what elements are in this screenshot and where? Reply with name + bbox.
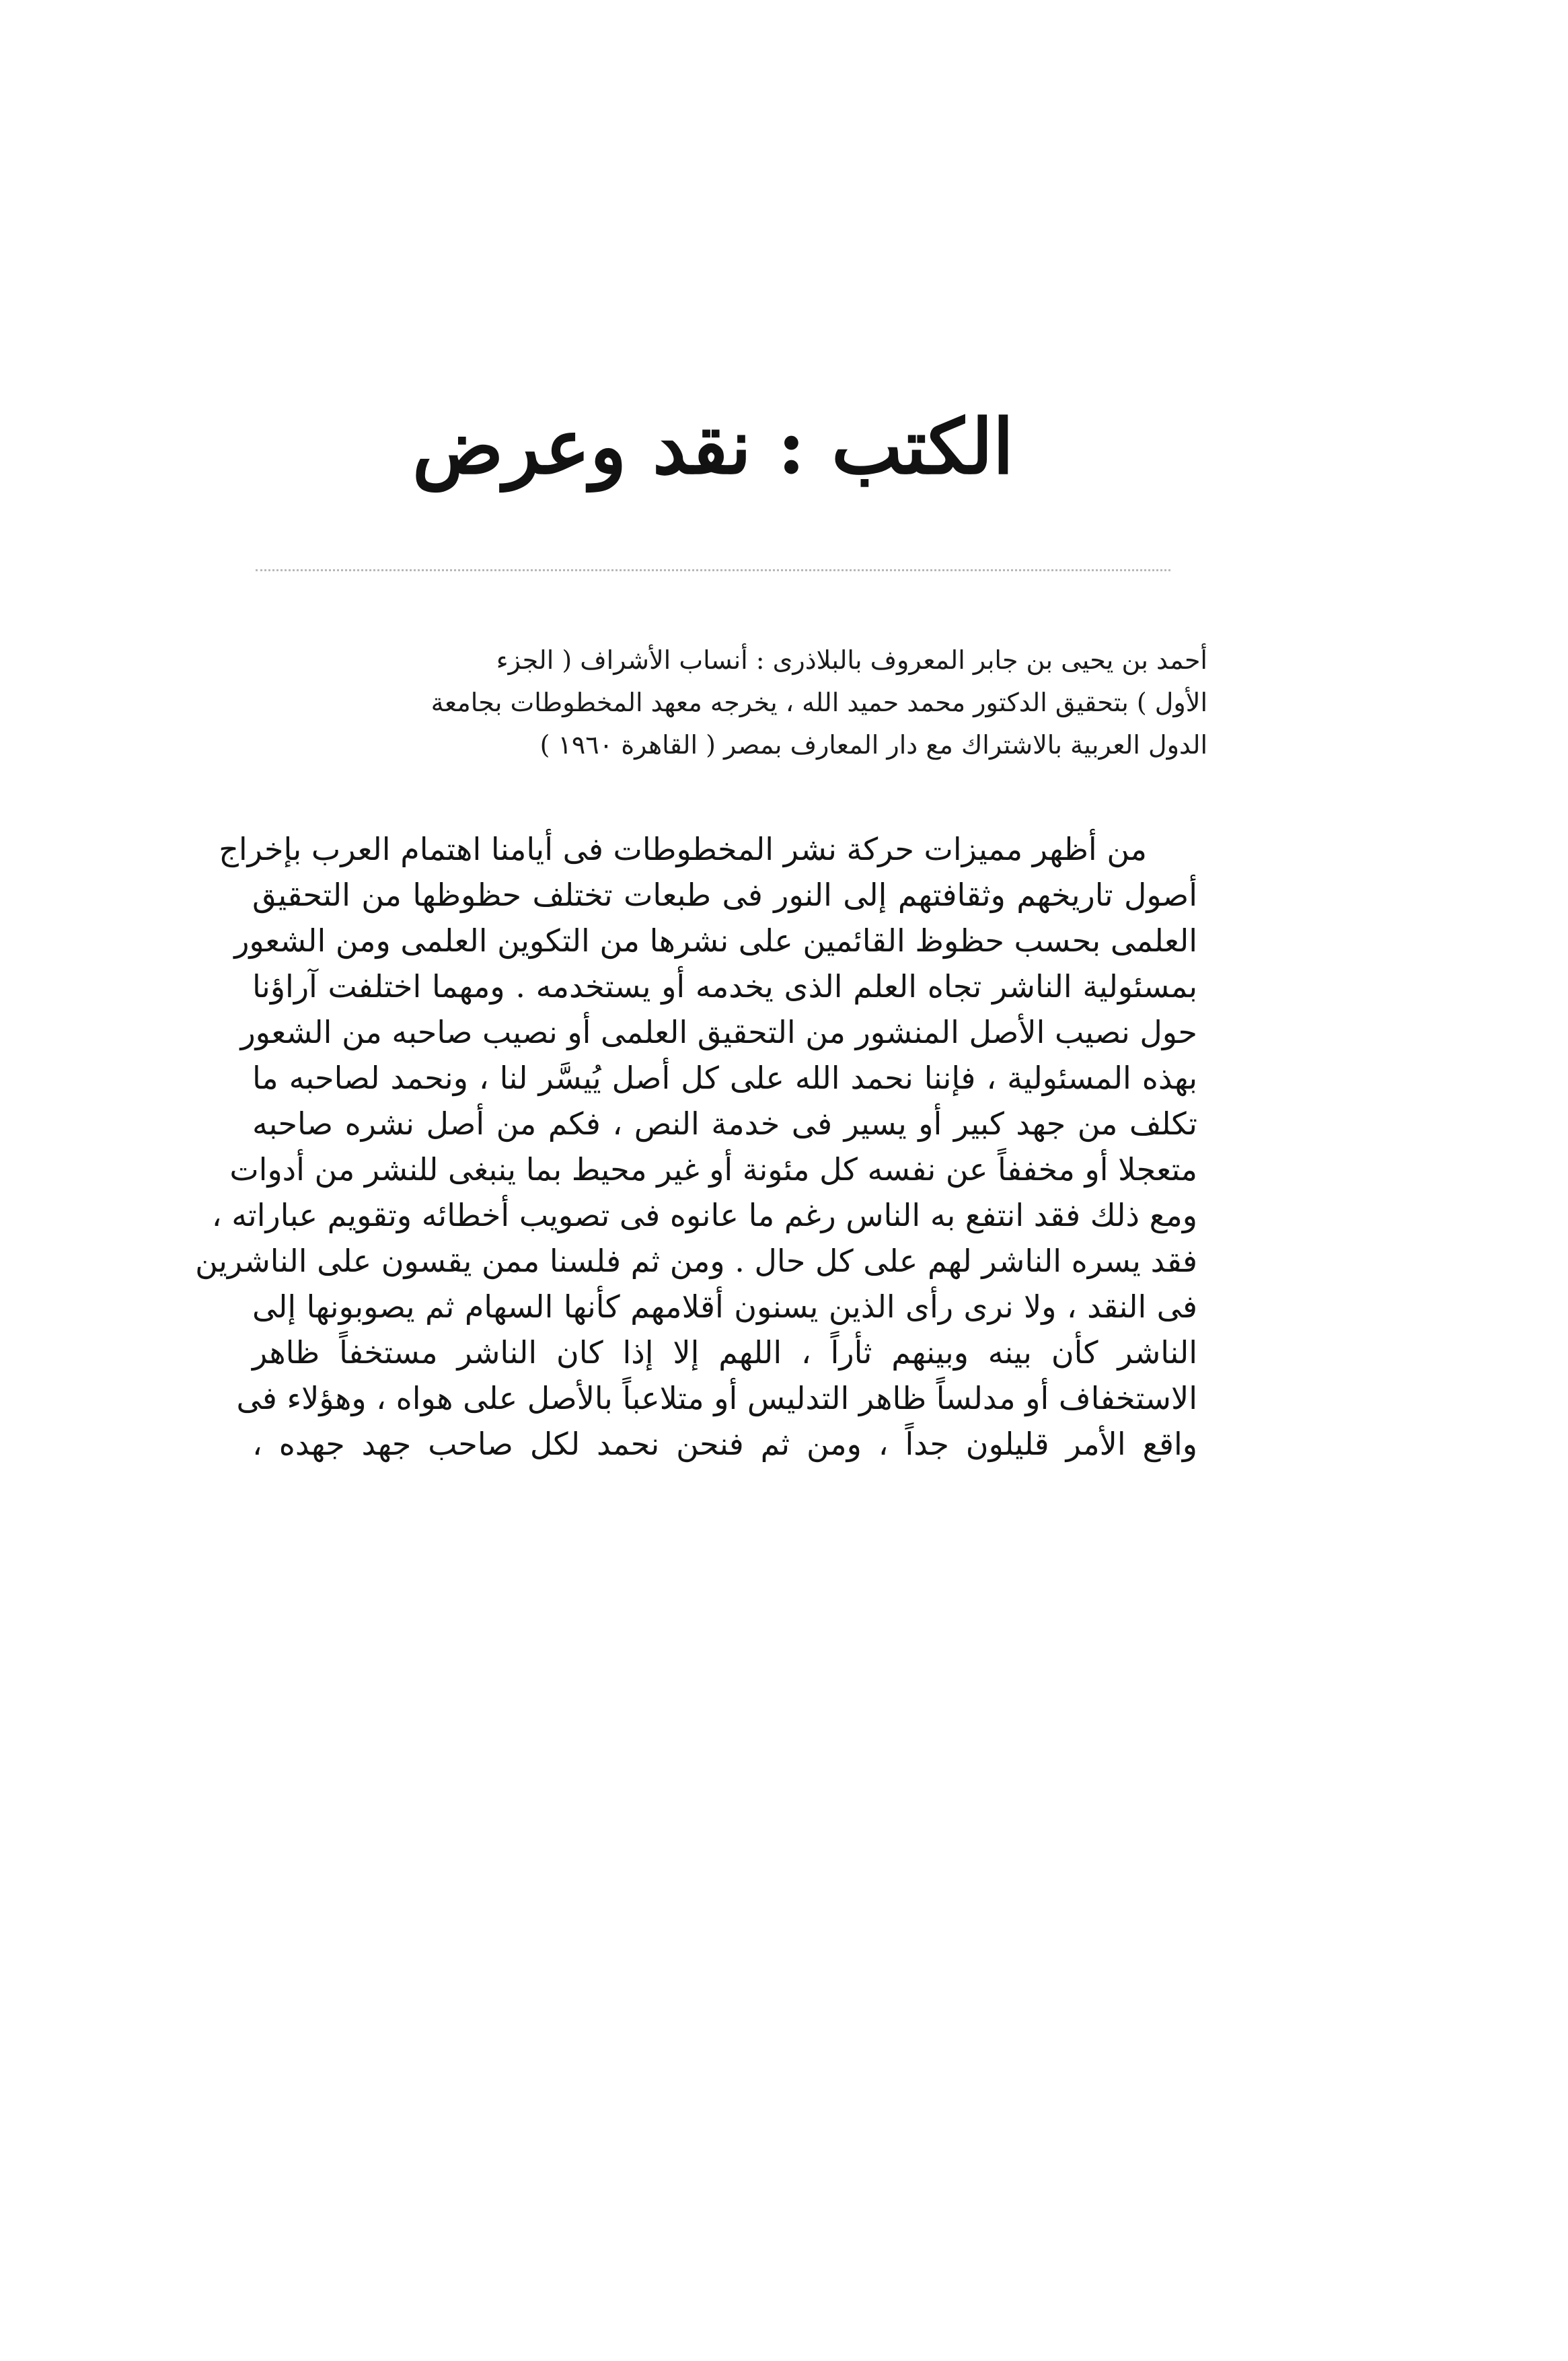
paragraph-line: تكلف من جهد كبير أو يسير فى خدمة النص ، فكم من أصل نشره صاحبه [252,1105,1197,1142]
paragraph-line: بهذه المسئولية ، فإننا نحمد الله على كل أصل يُيسَّر لنا ، ونحمد لصاحبه ما [252,1060,1197,1096]
paragraph-line: فقد يسره الناشر لهم على كل حال . ومن ثم فلسنا ممن يقسون على الناشرين [195,1243,1197,1279]
paragraph-line: الاستخفاف أو مدلساً ظاهر التدليس أو متلاعباً بالأصل على هواه ، وهؤلاء فى [236,1380,1197,1416]
paragraph-line: فى النقد ، ولا نرى رأى الذين يسنون أقلامهم كأنها السهام ثم يصوبونها إلى [252,1288,1197,1325]
paragraph-line: ومع ذلك فقد انتفع به الناس رغم ما عانوه فى تصويب أخطائه وتقويم عباراته ، [211,1197,1197,1233]
paragraph-line: واقع الأمر قليلون جداً ، ومن ثم فنحن نحمد لكل صاحب جهد جهده ، [252,1426,1197,1462]
paragraph-line: بمسئولية الناشر تجاه العلم الذى يخدمه أو يستخدمه . ومهما اختلفت آراؤنا [252,968,1197,1005]
section-title: الكتب : نقد وعرض [412,403,1014,491]
citation-line: الدول العربية بالاشتراك مع دار المعارف بمصر ( القاهرة ١٩٦٠ ) [539,730,1207,760]
citation-line: الأول ) بتحقيق الدكتور محمد حميد الله ، يخرجه معهد المخطوطات بجامعة [431,688,1207,717]
review-paragraph [195,826,1197,1467]
paragraph-line: حول نصيب الأصل المنشور من التحقيق العلمى أو نصيب صاحبه من الشعور [240,1014,1197,1050]
section-divider [256,569,1170,571]
paragraph-line: أصول تاريخهم وثقافتهم إلى النور فى طبعات تختلف حظوظها من التحقيق [252,877,1197,913]
book-citation [431,639,1207,766]
paragraph-line: الناشر كأن بينه وبينهم ثأراً ، اللهم إلا إذا كان الناشر مستخفاً ظاهر [252,1334,1197,1371]
paragraph-line: من أظهر مميزات حركة نشر المخطوطات فى أيامنا اهتمام العرب بإخراج [219,831,1147,867]
paragraph-line: متعجلا أو مخففاً عن نفسه كل مئونة أو غير محيط بما ينبغى للنشر من أدوات [229,1151,1197,1188]
paragraph-line: العلمى بحسب حظوظ القائمين على نشرها من التكوين العلمى ومن الشعور [234,922,1197,959]
citation-line: أحمد بن يحيى بن جابر المعروف بالبلاذرى : أنساب الأشراف ( الجزء [496,645,1207,675]
